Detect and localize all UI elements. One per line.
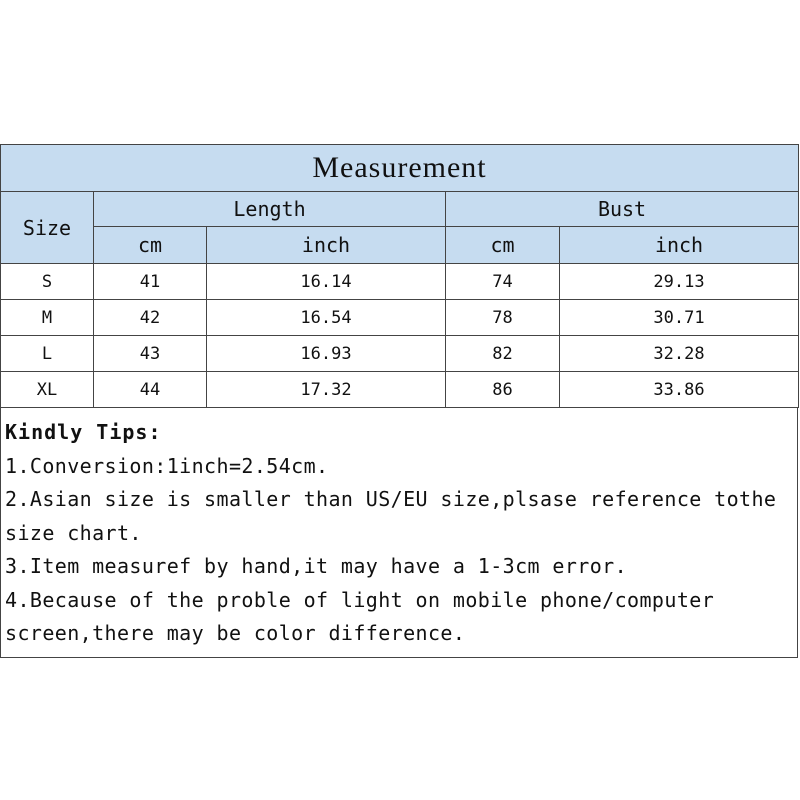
measurement-table [0,144,799,408]
length-cm-cell: 43 [94,336,207,372]
length-inch-cell: 16.14 [207,264,446,300]
length-group-header: Length [94,192,446,227]
table-row [1,372,799,408]
length-cm-cell: 42 [94,300,207,336]
tip-item: 4.Because of the proble of light on mobile phone/computer screen,there may be color difference. [5,587,727,645]
size-cell: M [1,300,94,336]
length-cm-cell: 44 [94,372,207,408]
table-row [1,300,799,336]
bust-inch-header: inch [560,227,799,264]
size-cell: XL [1,372,94,408]
bust-inch-cell: 33.86 [560,372,799,408]
size-chart [0,144,798,658]
bust-group-header: Bust [446,192,799,227]
size-cell: S [1,264,94,300]
size-column-header: Size [1,192,94,264]
table-row [1,264,799,300]
bust-cm-cell: 82 [446,336,560,372]
length-inch-header: inch [207,227,446,264]
table-row [1,336,799,372]
tips-title: Kindly Tips: [5,420,162,444]
bust-inch-cell: 29.13 [560,264,799,300]
length-inch-cell: 16.93 [207,336,446,372]
length-inch-cell: 16.54 [207,300,446,336]
length-cm-header: cm [94,227,207,264]
length-cm-cell: 41 [94,264,207,300]
bust-inch-cell: 32.28 [560,336,799,372]
bust-cm-cell: 74 [446,264,560,300]
table-title: Measurement [1,145,799,192]
tip-item: 2.Asian size is smaller than US/EU size,plsase reference tothe size chart. [5,487,789,545]
tip-item: 3.Item measuref by hand,it may have a 1-3cm error. [5,554,628,578]
tip-item: 1.Conversion:1inch=2.54cm. [5,453,329,478]
kindly-tips-section [0,408,798,658]
bust-inch-cell: 30.71 [560,300,799,336]
bust-cm-header: cm [446,227,560,264]
size-cell: L [1,336,94,372]
bust-cm-cell: 86 [446,372,560,408]
bust-cm-cell: 78 [446,300,560,336]
length-inch-cell: 17.32 [207,372,446,408]
